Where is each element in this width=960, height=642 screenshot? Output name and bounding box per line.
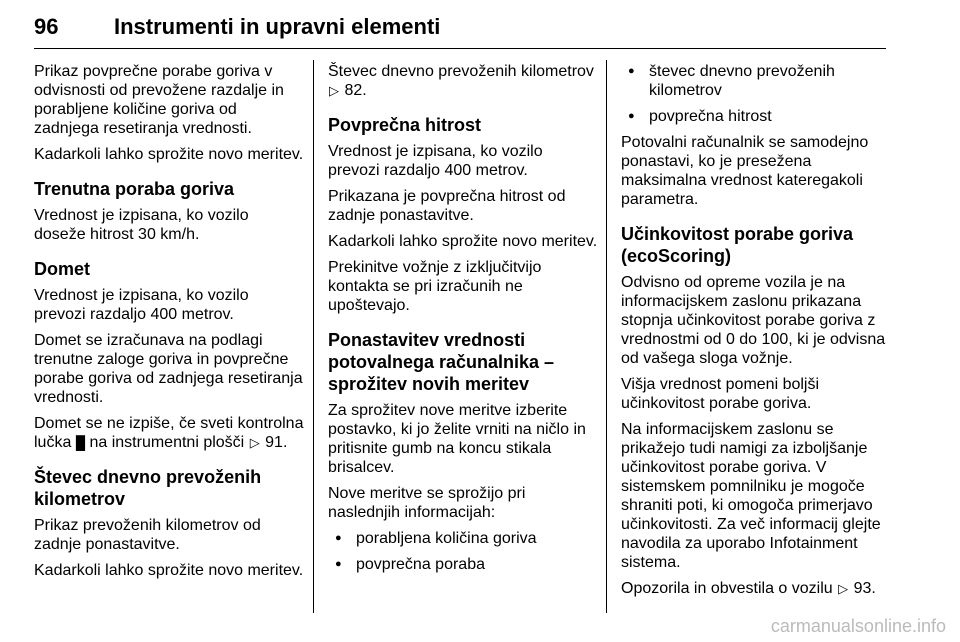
paragraph: Prikaz povprečne porabe goriva v odvisnosti od prevožene razdalje in porabljene količine goriva od zadnjega resetiranja vrednosti.: [34, 63, 284, 137]
paragraph: Odvisno od opreme vozila je na informacijskem zaslonu prikazana stopnja učinkovitost porabe goriva z vrednostmi od 0 do 100, ki je odvisna od vašega sloga vožnje.: [621, 274, 886, 367]
column-middle: [328, 62, 598, 581]
watermark: carmanualsonline.info: [770, 616, 946, 636]
list-item: ● števec dnevno prevoženih kilometrov: [621, 62, 891, 100]
section-heading-trip-odometer: Števec dnevno prevoženih kilometrov: [34, 467, 262, 509]
section-heading-eco-scoring: Učinkovitost porabe goriva (ecoScoring): [621, 224, 854, 266]
paragraph: Kadarkoli lahko sprožite novo meritev.: [34, 562, 304, 579]
paragraph: Vrednost je izpisana, ko vozilo doseže hitrost 30 km/h.: [34, 207, 249, 243]
bullet-list: [328, 529, 598, 574]
section-heading-range: Domet: [34, 259, 91, 279]
xref-arrow-icon: ▷: [249, 435, 260, 450]
chapter-title: Instrumenti in upravni elementi: [114, 14, 441, 39]
paragraph-vehicle-messages: [621, 579, 891, 598]
list-item: ● porabljena količina goriva: [328, 529, 598, 548]
text: Števec dnevno prevoženih kilometrov: [328, 63, 594, 80]
page-number: 96: [34, 14, 59, 39]
list-item: ● povprečna poraba: [328, 555, 598, 574]
section-heading-instant-consumption: Trenutna poraba goriva: [34, 179, 235, 199]
paragraph: Vrednost je izpisana, ko vozilo prevozi razdaljo 400 metrov.: [328, 143, 543, 179]
paragraph: Prikazana je povprečna hitrost od zadnje ponastavitve.: [328, 188, 566, 224]
xref-arrow-icon: ▷: [838, 581, 849, 596]
page-header: [34, 14, 886, 49]
paragraph-range-warning: [34, 414, 304, 452]
column-left: [34, 62, 304, 587]
paragraph: Potovalni računalnik se samodejno ponastavi, ko je presežena maksimalna vrednost kateregakoli parametra.: [621, 134, 869, 208]
paragraph: Na informacijskem zaslonu se prikažejo tudi namigi za izboljšanje učinkovitost porabe goriva. V sistemskem pomnilniku je mogoče shraniti poti, ki omogoča primerjavo učinkovitosti. Za več informacij glejte navodila za uporabo Infotainment sistema.: [621, 421, 881, 571]
paragraph-trip-reference: [328, 62, 598, 100]
fuel-warning-icon: █: [75, 435, 86, 450]
paragraph: Kadarkoli lahko sprožite novo meritev.: [34, 146, 304, 163]
page-reference-link[interactable]: 82.: [344, 82, 367, 99]
paragraph: Prikaz prevoženih kilometrov od zadnje ponastavitve.: [34, 517, 261, 553]
list-item: ● povprečna hitrost: [621, 107, 891, 126]
paragraph: Vrednost je izpisana, ko vozilo prevozi razdaljo 400 metrov.: [34, 287, 249, 323]
text: Domet se ne izpiše, če sveti kontrolna lučka: [34, 415, 304, 451]
page-reference-link[interactable]: 93.: [853, 580, 876, 597]
page-reference-link[interactable]: 91.: [265, 434, 288, 451]
paragraph: Domet se izračunava na podlagi trenutne zaloge goriva in povprečne porabe goriva od zadnjega resetiranja vrednosti.: [34, 332, 303, 406]
paragraph: Višja vrednost pomeni boljši učinkovitost porabe goriva.: [621, 376, 820, 412]
section-heading-average-speed: Povprečna hitrost: [328, 115, 482, 135]
bullet-list: [621, 62, 891, 126]
paragraph: Prekinitve vožnje z izključitvijo kontakta se pri izračunih ne upoštevajo.: [328, 259, 542, 314]
section-heading-reset: Ponastavitev vrednosti potovalnega računalnika – sprožitev novih meritev: [328, 330, 555, 394]
text: Opozorila in obvestila o vozilu: [621, 580, 833, 597]
column-divider: [606, 60, 607, 613]
xref-arrow-icon: ▷: [329, 83, 339, 98]
column-right: [621, 62, 891, 605]
paragraph: Nove meritve se sprožijo pri naslednjih informacijah:: [328, 485, 526, 521]
column-divider: [313, 60, 314, 613]
text: na instrumentni plošči: [89, 434, 245, 451]
paragraph: Za sprožitev nove meritve izberite postavko, ki jo želite vrniti na ničlo in pritisnite gumb na koncu stikala brisalcev.: [328, 402, 586, 476]
paragraph: Kadarkoli lahko sprožite novo meritev.: [328, 233, 598, 250]
